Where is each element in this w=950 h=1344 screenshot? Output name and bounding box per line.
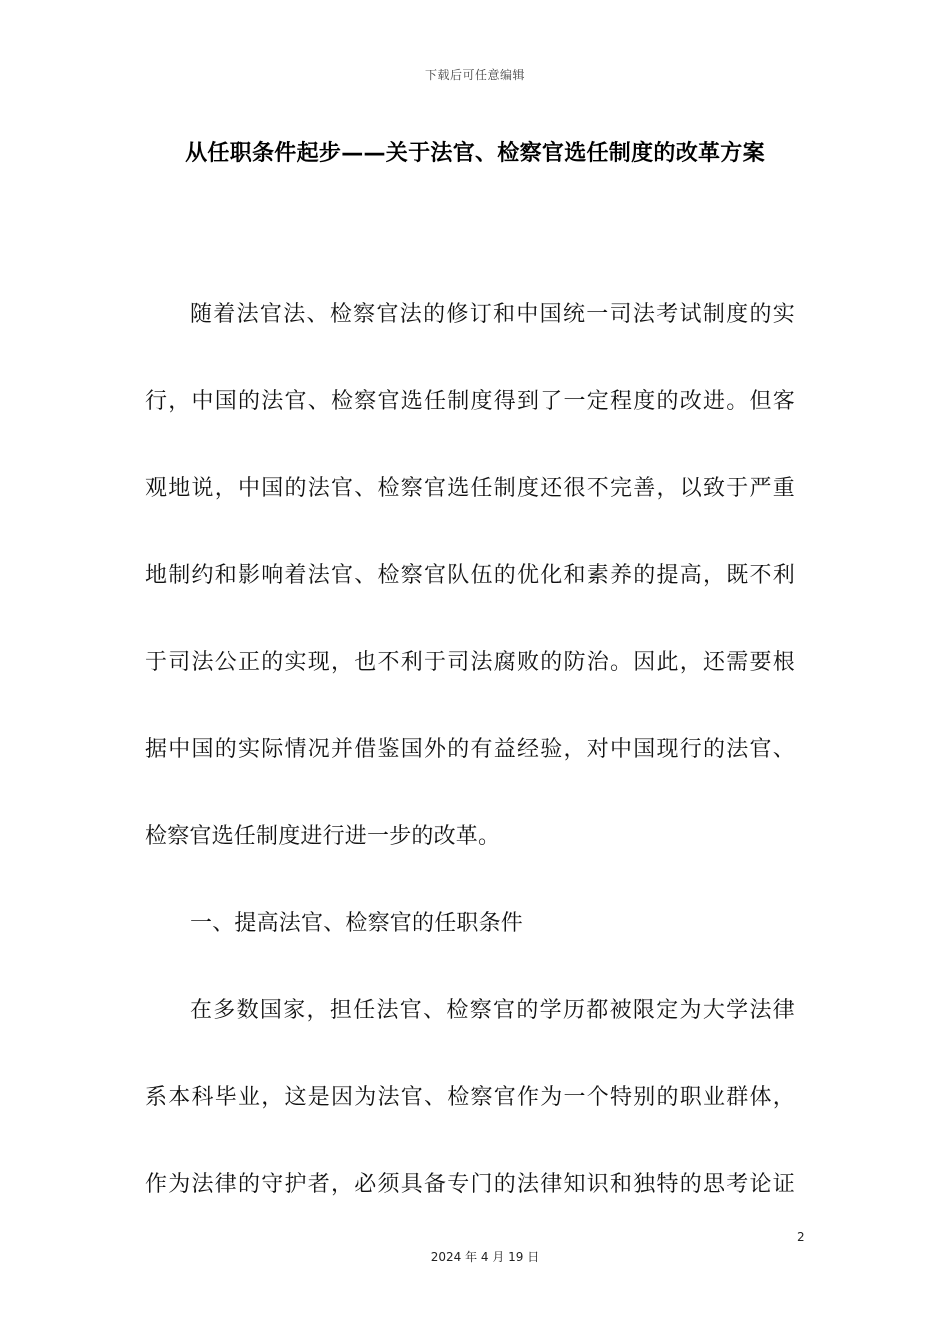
paragraph-line: 于司法公正的实现，也不利于司法腐败的防治。因此，还需要根	[145, 650, 795, 675]
paragraph-line: 检察官选任制度进行进一步的改革。	[145, 824, 501, 849]
paragraph-line: 观地说，中国的法官、检察官选任制度还很不完善，以致于严重	[145, 476, 795, 501]
footer-date: 2024 年 4 月 19 日	[430, 1250, 540, 1264]
section-heading: 一、提高法官、检察官的任职条件	[190, 911, 524, 936]
document-title: 从任职条件起步——关于法官、检察官选任制度的改革方案	[185, 141, 765, 166]
page-number: 2	[797, 1230, 805, 1244]
paragraph-line: 据中国的实际情况并借鉴国外的有益经验，对中国现行的法官、	[145, 737, 795, 762]
header-note: 下载后可任意编辑	[424, 68, 525, 82]
paragraph-line: 行，中国的法官、检察官选任制度得到了一定程度的改进。但客	[145, 389, 795, 414]
paragraph-line: 作为法律的守护者，必须具备专门的法律知识和独特的思考论证	[145, 1172, 795, 1197]
paragraph-line: 地制约和影响着法官、检察官队伍的优化和素养的提高，既不利	[145, 563, 795, 588]
paragraph-line: 系本科毕业，这是因为法官、检察官作为一个特别的职业群体，	[145, 1085, 795, 1110]
paragraph-line: 随着法官法、检察官法的修订和中国统一司法考试制度的实	[190, 302, 795, 327]
paragraph-line: 在多数国家，担任法官、检察官的学历都被限定为大学法律	[190, 998, 795, 1023]
